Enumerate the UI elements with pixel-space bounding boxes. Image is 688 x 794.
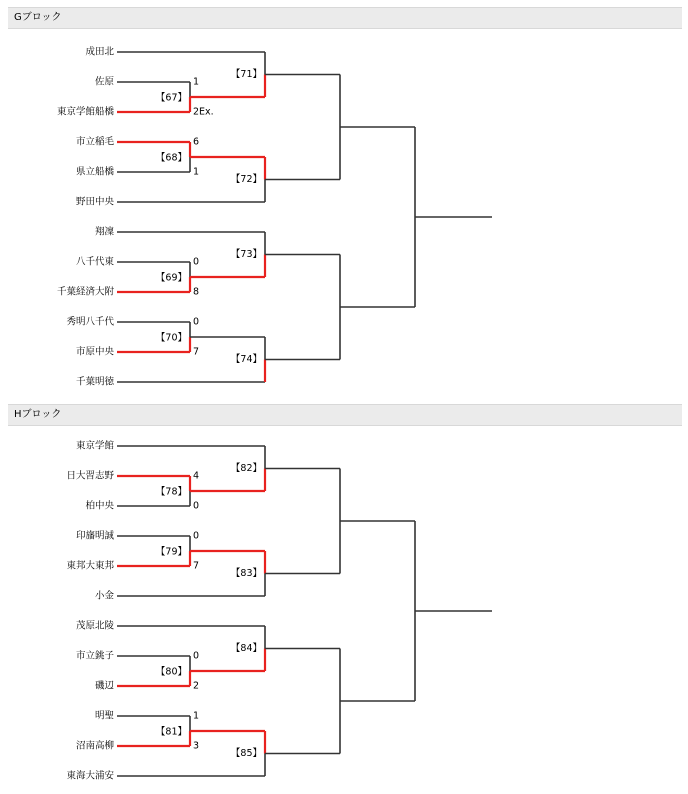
team-name: 市立稲毛 <box>75 136 114 148</box>
team-name: 秀明八千代 <box>66 316 114 328</box>
team-name: 印旛明誠 <box>75 530 114 542</box>
team-name: 柏中央 <box>85 500 114 512</box>
team-name: 沼南高柳 <box>75 740 114 752</box>
score-top: 0 <box>193 530 200 542</box>
game-label: 【68】 <box>155 152 187 164</box>
team-name: 市立銚子 <box>75 650 114 662</box>
game-label: 【84】 <box>230 643 262 654</box>
team-name: 小金 <box>94 590 114 602</box>
score-top: 1 <box>193 710 200 722</box>
team-name: 成田北 <box>85 46 114 58</box>
score-bottom: 3 <box>193 740 200 752</box>
score-bottom: 7 <box>193 560 200 572</box>
score-top: 4 <box>193 470 200 482</box>
score-bottom: 2Ex. <box>193 106 214 118</box>
score-bottom: 1 <box>193 166 200 178</box>
team-name: 佐原 <box>94 76 114 88</box>
game-label: 【80】 <box>155 666 187 678</box>
team-name: 東京学館船橋 <box>56 106 114 118</box>
score-top: 0 <box>193 650 200 662</box>
block-header-g: Gブロック <box>8 7 682 29</box>
team-name: 茂原北陵 <box>75 620 114 632</box>
score-top: 1 <box>193 76 200 88</box>
team-name: 東京学館 <box>75 440 114 452</box>
game-label: 【81】 <box>155 726 187 738</box>
game-label: 【83】 <box>230 568 262 579</box>
game-label: 【71】 <box>230 69 262 80</box>
score-top: 6 <box>193 136 200 148</box>
team-name: 八千代東 <box>75 256 114 268</box>
score-bottom: 0 <box>193 500 200 512</box>
game-label: 【67】 <box>155 92 187 104</box>
team-name: 東海大浦安 <box>66 770 114 782</box>
team-name: 市原中央 <box>75 346 114 358</box>
game-label: 【69】 <box>155 272 187 284</box>
team-name: 東邦大東邦 <box>66 560 114 572</box>
team-name: 千葉明徳 <box>75 376 114 388</box>
team-name: 日大習志野 <box>66 470 114 482</box>
team-name: 千葉経済大附 <box>56 286 114 298</box>
score-top: 0 <box>193 316 200 328</box>
game-label: 【72】 <box>230 174 262 185</box>
team-name: 野田中央 <box>75 196 114 208</box>
bracket-g <box>0 30 688 400</box>
game-label: 【74】 <box>230 354 262 365</box>
team-name: 明聖 <box>94 710 114 722</box>
bracket-h <box>0 424 688 794</box>
block-header-h: Hブロック <box>8 404 682 426</box>
game-label: 【85】 <box>230 748 262 759</box>
game-label: 【73】 <box>230 249 262 260</box>
team-name: 翔凜 <box>94 226 114 238</box>
team-name: 磯辺 <box>94 680 114 692</box>
game-label: 【70】 <box>155 332 187 344</box>
score-bottom: 7 <box>193 346 200 358</box>
game-label: 【78】 <box>155 486 187 498</box>
game-label: 【79】 <box>155 546 187 558</box>
score-top: 0 <box>193 256 200 268</box>
score-bottom: 8 <box>193 286 200 298</box>
score-bottom: 2 <box>193 680 200 692</box>
team-name: 県立船橋 <box>75 166 114 178</box>
game-label: 【82】 <box>230 463 262 474</box>
